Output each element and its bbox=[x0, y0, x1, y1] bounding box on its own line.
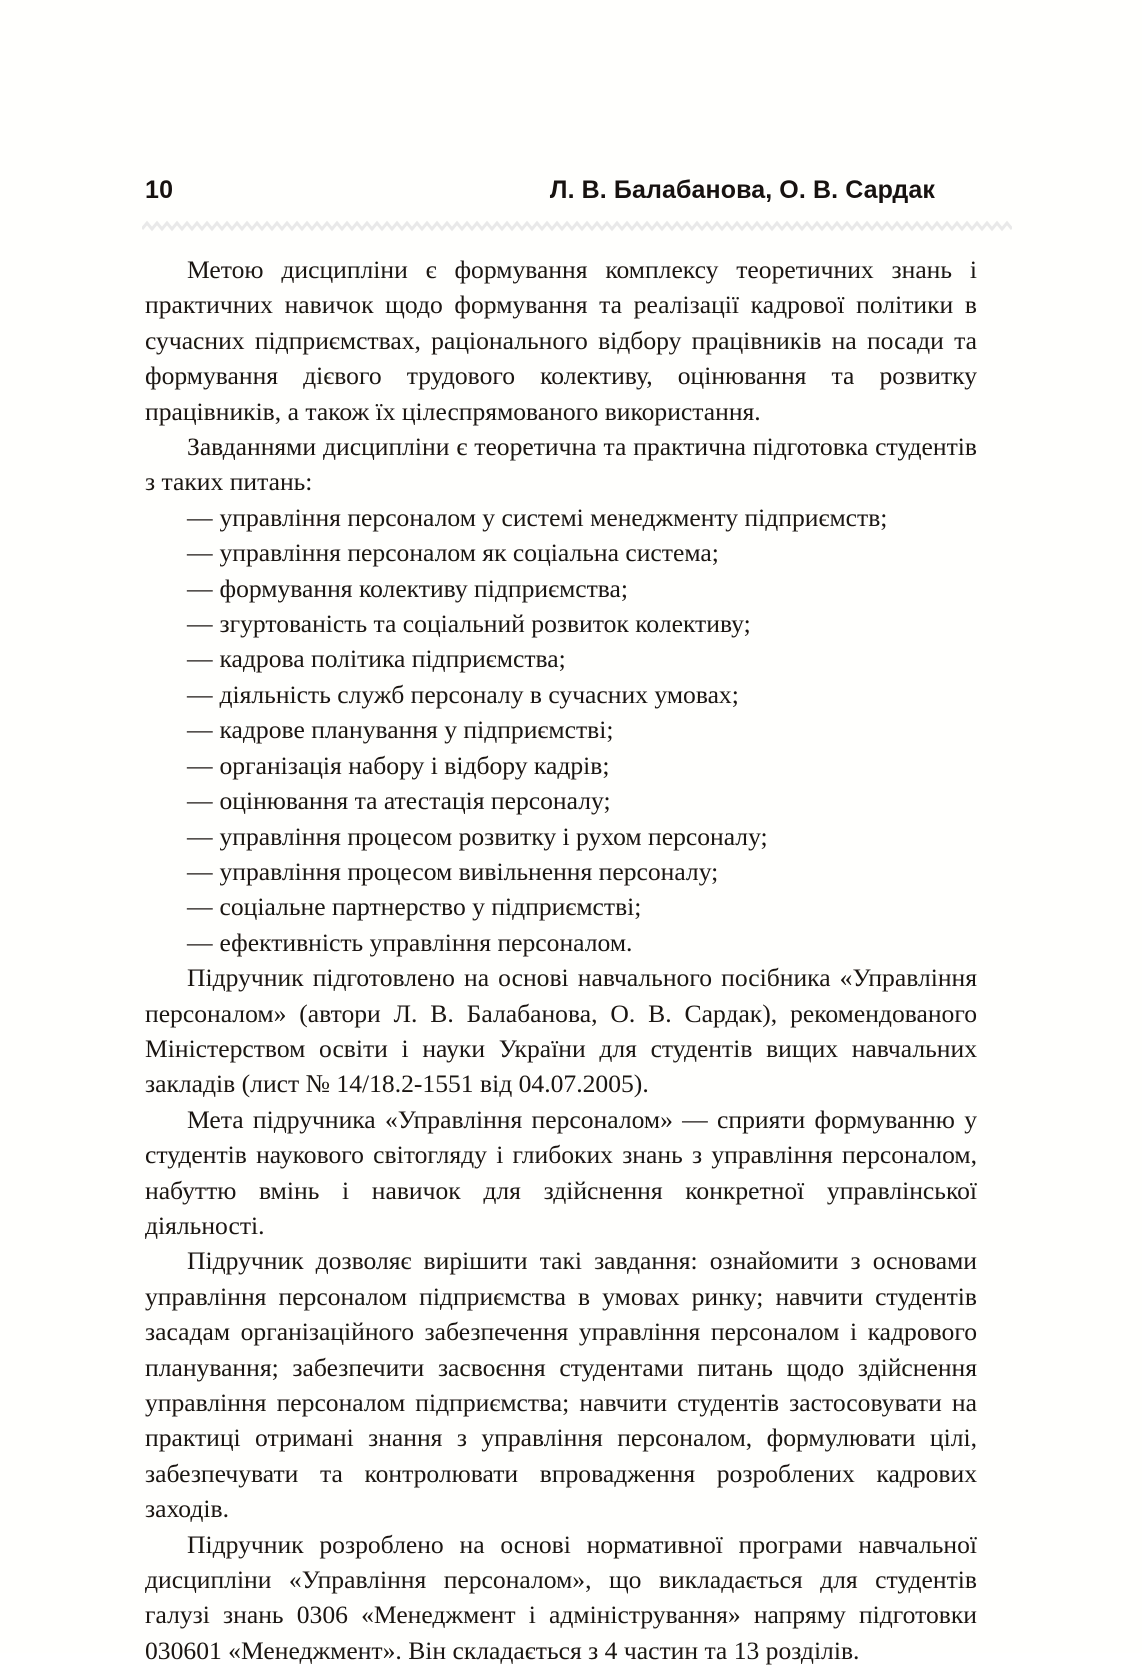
list-item-label: діяльність служб персоналу в сучасних умовах; bbox=[219, 679, 739, 709]
list-dash-icon: — bbox=[187, 644, 214, 674]
list-dash-icon: — bbox=[187, 679, 214, 709]
list-dash-icon: — bbox=[187, 856, 214, 886]
list-item bbox=[145, 712, 977, 747]
list-item-label: кадрова політика підприємства; bbox=[219, 644, 566, 674]
list-dash-icon: — bbox=[187, 786, 214, 816]
list-dash-icon: — bbox=[187, 573, 214, 603]
list-item bbox=[145, 819, 977, 854]
list-dash-icon: — bbox=[187, 715, 214, 745]
list-item bbox=[145, 783, 977, 818]
list-item bbox=[145, 535, 977, 570]
list-dash-icon: — bbox=[187, 538, 214, 568]
paragraph-textbook-goal: Мета підручника «Управління персоналом» — сприяти формуванню у студентів наукового світогляду і глибоких знань з управління персоналом, набуттю вмінь і навичок для здійснення конкретної управлінської діяльності. bbox=[145, 1104, 977, 1240]
list-item-label: соціальне партнерство у підприємстві; bbox=[219, 892, 642, 922]
list-item-label: організація набору і відбору кадрів; bbox=[219, 750, 610, 780]
list-item bbox=[145, 925, 977, 960]
list-item-label: згуртованість та соціальний розвиток колективу; bbox=[219, 609, 751, 639]
list-item-label: управління персоналом як соціальна система; bbox=[219, 538, 719, 568]
list-item-label: формування колективу підприємства; bbox=[219, 573, 629, 603]
page-body bbox=[145, 252, 977, 1668]
header-authors: Л. В. Балабанова, О. В. Сардак bbox=[549, 176, 935, 204]
list-item bbox=[145, 500, 977, 535]
paragraph-purpose: Метою дисципліни є формування комплексу теоретичних знань і практичних навичок щодо формування та реалізації кадрової політики в сучасних підприємствах, раціонального відбору працівників на посади та формування дієвого трудового колективу, оцінювання та розвитку працівників, а також їх цілеспрямованого використання. bbox=[145, 255, 977, 426]
list-dash-icon: — bbox=[187, 821, 214, 851]
paragraph-textbook-basis: Підручник підготовлено на основі навчального посібника «Управління персоналом» (автори Л. В. Балабанова, О. В. Сардак), рекомендованого Міністерством освіти і науки України для студентів вищих навчальних закладів (лист № 14/18.2-1551 від 04.07.2005). bbox=[145, 963, 977, 1099]
list-item-label: ефективність управління персоналом. bbox=[219, 927, 633, 957]
list-item bbox=[145, 606, 977, 641]
list-item-label: управління процесом вивільнення персоналу; bbox=[219, 856, 719, 886]
list-item bbox=[145, 748, 977, 783]
list-item bbox=[145, 677, 977, 712]
running-header bbox=[145, 176, 935, 210]
list-dash-icon: — bbox=[187, 750, 214, 780]
list-item bbox=[145, 854, 977, 889]
page-number: 10 bbox=[145, 176, 174, 204]
list-item bbox=[145, 889, 977, 924]
list-dash-icon: — bbox=[187, 502, 214, 532]
topics-list bbox=[145, 500, 977, 960]
zigzag-rule-icon bbox=[142, 219, 1012, 233]
list-dash-icon: — bbox=[187, 892, 214, 922]
list-dash-icon: — bbox=[187, 609, 214, 639]
list-item-label: оцінювання та атестація персоналу; bbox=[219, 786, 611, 816]
paragraph-textbook-objectives: Підручник дозволяє вирішити такі завдання: ознайомити з основами управління персоналом підприємства в умовах ринку; навчити студентів засадам організаційного забезпечення управління персоналом і кадрового планування; забезпечити засвоєння студентами питань щодо здійснення управління персоналом підприємства; навчити студентів застосовувати на практиці отримані знання з управління персоналом, формулювати цілі, забезпечувати та контролювати впровадження розроблених кадрових заходів. bbox=[145, 1246, 977, 1524]
paragraph-curriculum: Підручник розроблено на основі нормативної програми навчальної дисципліни «Управління персоналом», що викладається для студентів галузі знань 0306 «Менеджмент і адміністрування» напряму підготовки 030601 «Менеджмент». Він складається з 4 частин та 13 розділів. bbox=[145, 1529, 977, 1665]
list-item bbox=[145, 571, 977, 606]
list-dash-icon: — bbox=[187, 927, 214, 957]
list-item-label: кадрове планування у підприємстві; bbox=[219, 715, 614, 745]
list-item bbox=[145, 641, 977, 676]
list-item-label: управління процесом розвитку і рухом персоналу; bbox=[219, 821, 768, 851]
paragraph-tasks-intro: Завданнями дисципліни є теоретична та практична підготовка студентів з таких питань: bbox=[145, 432, 977, 497]
list-item-label: управління персоналом у системі менеджменту підприємств; bbox=[219, 502, 888, 532]
